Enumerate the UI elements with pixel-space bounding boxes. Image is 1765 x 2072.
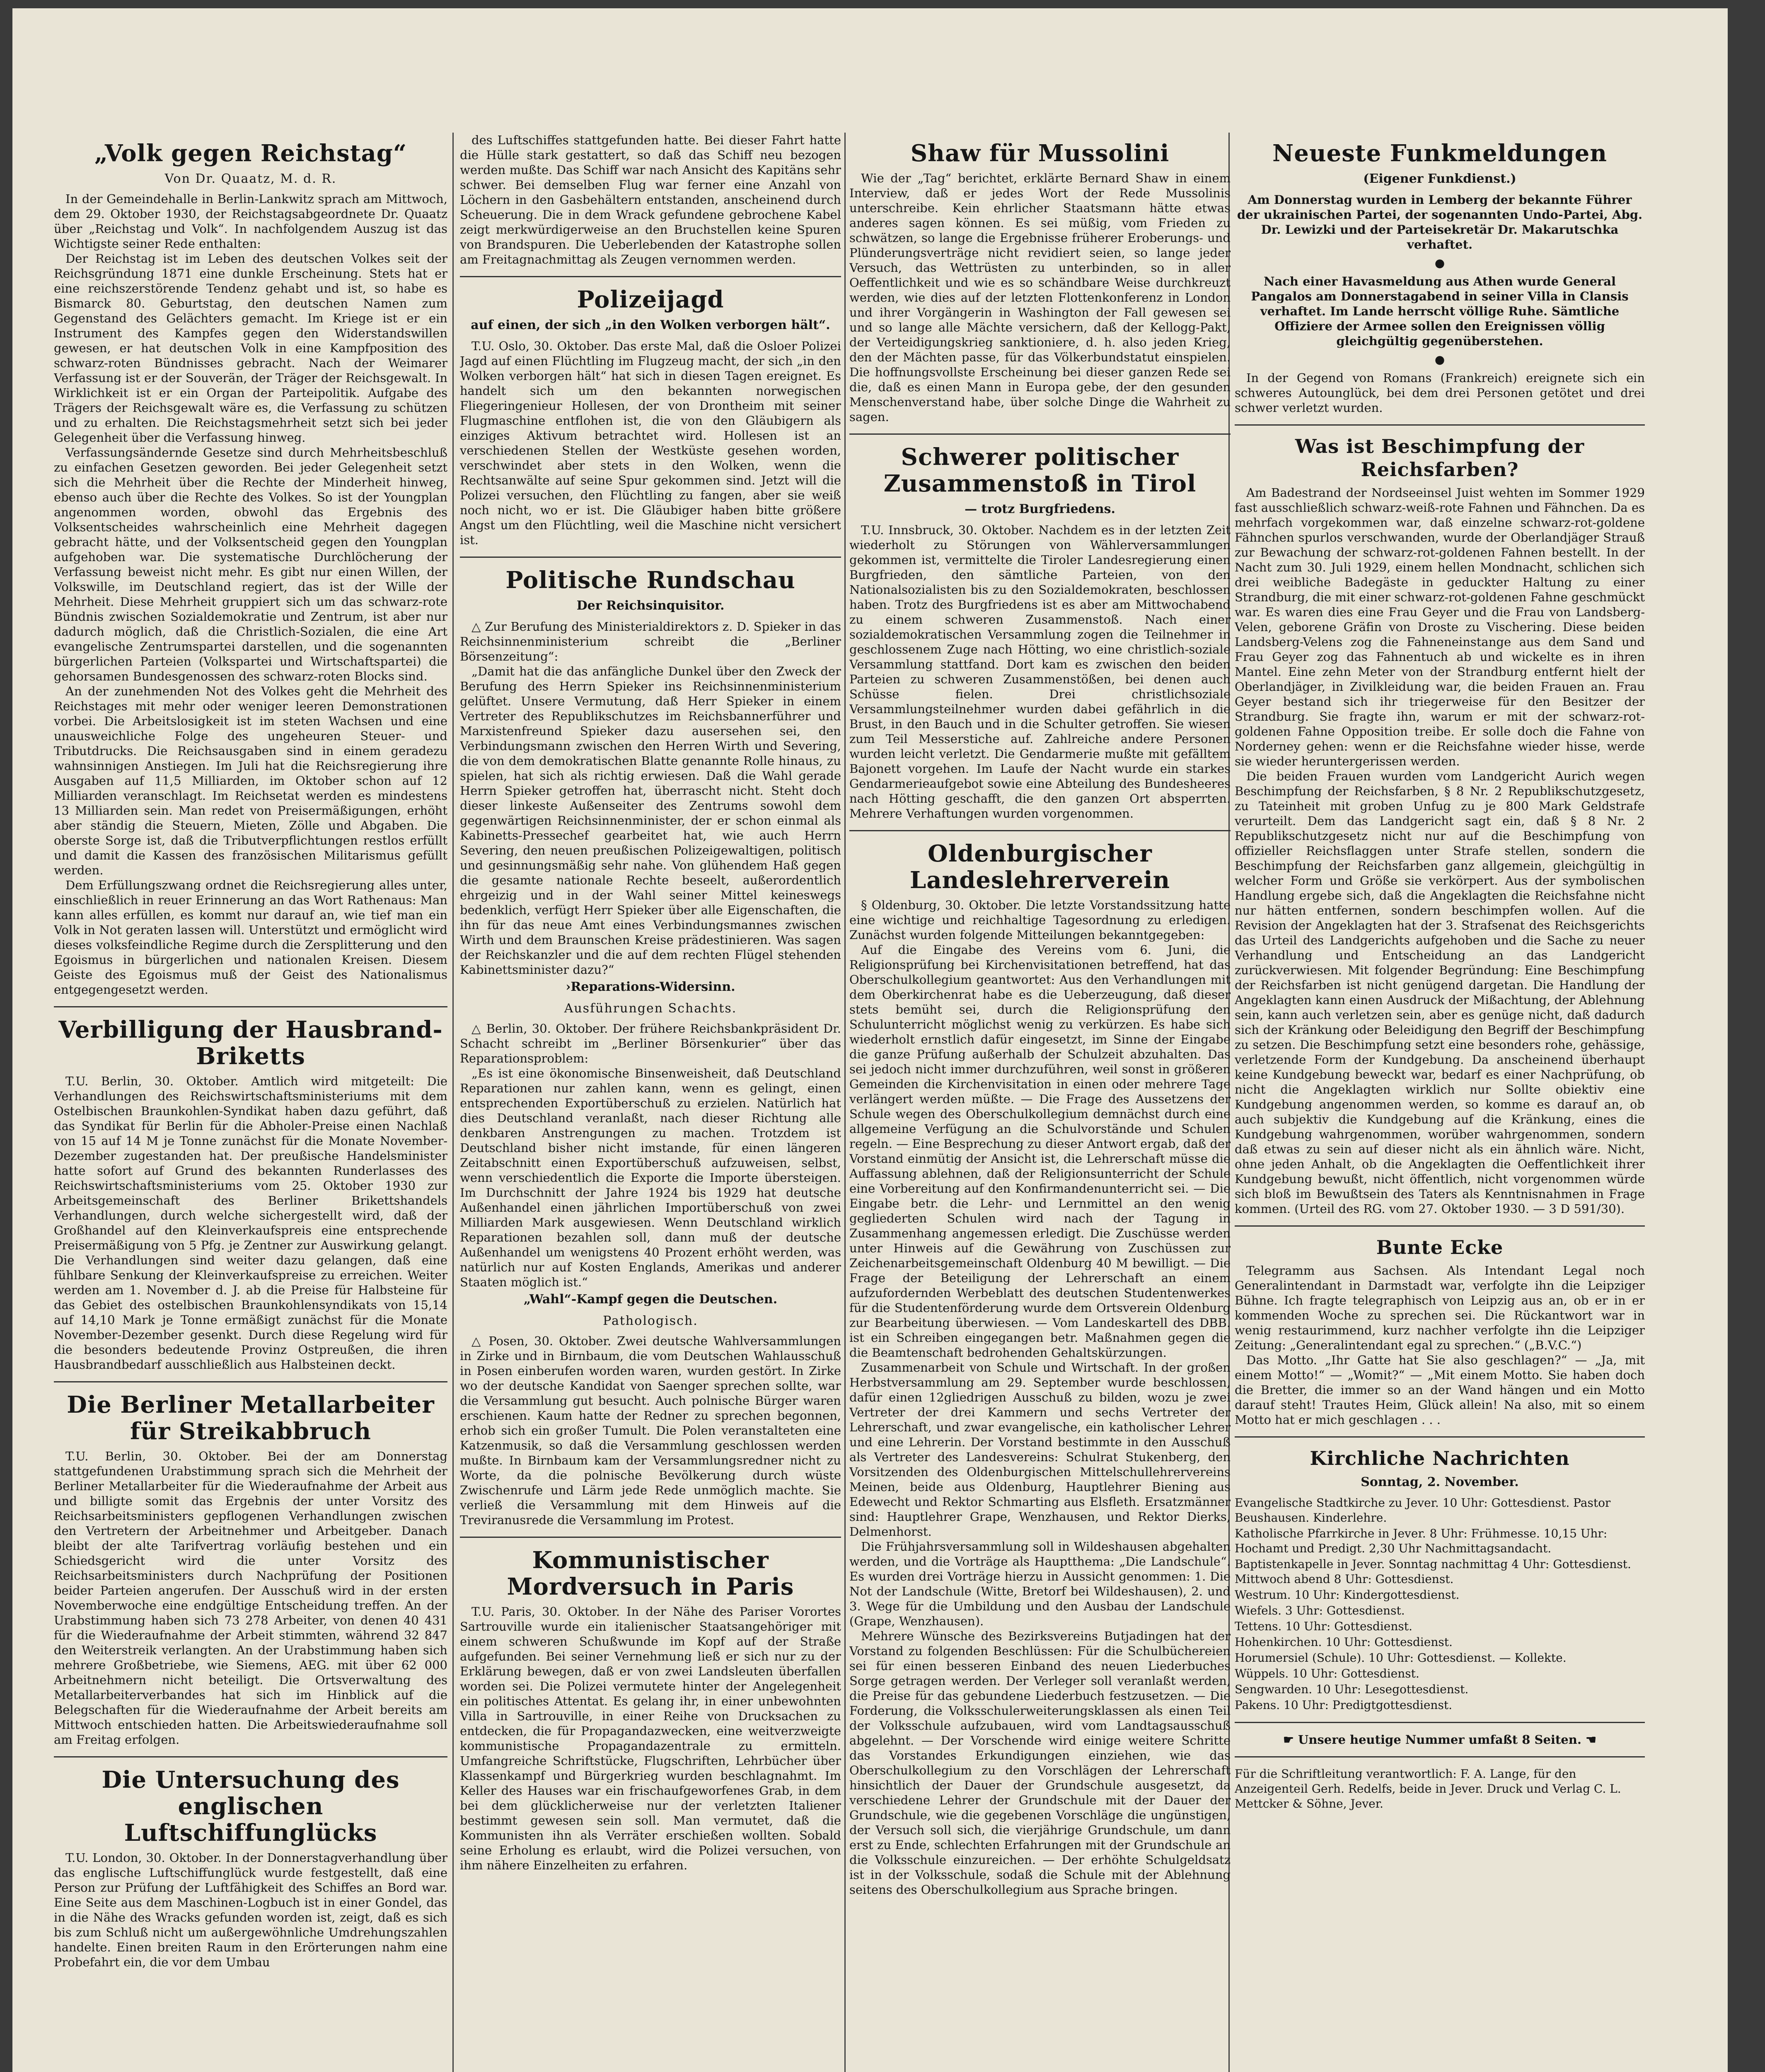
subheadline: „Wahl“-Kampf gegen die Deutschen. [523,1292,778,1307]
notice-line: Westrum. 10 Uhr: Kindergottesdienst. [1235,1588,1460,1602]
article-separator [460,557,841,558]
headline: „Volk gegen Reichstag“ [94,140,407,167]
paragraph: „Damit hat die das anfängliche Dunkel über den Zweck der Berufung des Herrn Spieker ins Reichsinnenministerium gelüftet. Unsere Vermutung, daß Herr Spieker in einem Vertreter des Republikschutzes im Reichsbannerführer und Marxistenfreund Spieker dazu ausersehen sei, den Verbindungsmann zwischen den Herren Wirth und Severing, die von dem demokratischen Blatte genannte Rolle hinaus, zu spielen, hat sich als richtig erwiesen. Daß die Wahl gerade Herrn Spieker getroffen hat, überrascht nicht. Steht doch dieser linkeste Außenseiter des Zentrums sowohl dem gegenwärtigen Reichsinnenminister, der er schon einmal als Kabinetts-Pressechef gearbeitet hat, wie auch Herrn Severing, den neuen preußischen Polizeigewaltigen, politisch und gesinnungsmäßig sehr nahe. Von glühendem Haß gegen die gesamte nationale Rechte beseelt, außerordentlich ehrgeizig und in der Wahl seiner Mittel keineswegs bedenklich, verfügt Herr Spieker über alle Eigenschaften, die ihn für das neue Amt eines Verbindungsmannes zwischen Wirth und dem Braunschen Kreise prädestinieren. Was sagen der Reichskanzler und die auf dem rechten Flügel stehenden Kabinettsminister dazu?“ [460,664,841,977]
paragraph: § Oldenburg, 30. Oktober. Die letzte Vorstandssitzung hatte eine wichtige und reichhaltige Tagesordnung zu erledigen. Zunächst wurden folgende Mitteilungen bekanntgegeben: [849,898,1231,942]
paragraph: Am Badestrand der Nordseeinsel Juist wehten im Sommer 1929 fast ausschließlich schwarz-weiß-rote Fahnen und Fähnchen. Da es mehrfach vorgekommen war, daß einzelne schwarz-rot-goldene Fähnchen spurlos verschwanden, wurde der Oberlandjäger Strauß zur Bewachung der schwarz-rot-goldenen Fahnen bestellt. In der Nacht zum 30. Juli 1929, einem hellen Mondnacht, schlichen sich drei weibliche Badegäste in geduckter Haltung zu einer Strandburg, die mit einer schwarz-rot-goldenen Fahne geschmückt war. Es waren dies eine Frau Geyer und die Frau von Landsberg-Velen, geborene Gräfin von Droste zu Vischering. Diese beiden Landsberg-Velens zog die Fahneneinstange aus dem Sand und Frau Geyer zog das Fahnentuch ab und wickelte es in ihren Mantel. Eine zehn Meter von der Strandburg entfernt hielt der Oberlandjäger, in Zivilkleidung war, die beiden Frauen an. Frau Geyer bestand sich ihr triegerweise für den Besitzer der Strandburg. Sie fragte ihn, warum er mit der schwarz-rot-goldenen Fahne Opposition treibe. Er solle doch die Fahne von Norderney gehen: wenn er die Reichsfahne wieder hisse, werde sie wieder heruntergerissen werden. [1235,486,1645,768]
article-separator [1235,1722,1645,1723]
byline: Pathologisch. [603,1314,698,1328]
headline: Bunte Ecke [1376,1236,1504,1259]
headline: Die Berliner Metallarbeiter für Streikabbruch [67,1391,435,1445]
paragraph: △ Posen, 30. Oktober. Zwei deutsche Wahlversammlungen in Zirke und in Birnbaum, die vom Deutschen Wahlausschuß in Posen einberufen worden waren, wurden gestört. In Zirke wo der deutsche Kandidat von Saenger sprechen sollte, war die Versammlung gut besucht. Auch polnische Bürger waren erschienen. Kaum hatte der Redner zu sprechen begonnen, erhob sich ein großer Tumult. Die Polen veranstalteten eine Katzenmusik, so daß die Versammlung geschlossen werden mußte. In Birnbaum kam der Versammlungsredner nicht zu Worte, da die polnische Bevölkerung durch wüste Zwischenrufe und Lärm jede Rede unmöglich machte. Sie verließ die Versammlung mit dem Hinweis auf die Treviranusrede die Versammlung im Protest. [460,1334,841,1527]
paragraph: Der Reichstag ist im Leben des deutschen Volkes seit der Reichsgründung 1871 eine dunkle Erscheinung. Stets hat er eine reichszerstörende Tendenz gehabt und ist, so habe es Bismarck 80. Geburtstag, den deutschen Namen zum Gegenstand des Gelächters gemacht. Im Kriege ist er ein Instrument des Kampfes gegen den Widerstandswillen gewesen, er hat deutschen Volk in eine Kampfposition des schwarz-roten Bündnisses gebracht. Nach der Weimarer Verfassung ist er der Souverän, der Träger der Reichsgewalt. In Wirklichkeit ist er ein Organ der Parteipolitik. Aufgabe des Trägers der Reichsgewalt wäre es, die Verfassung zu schützen und zu erhalten. Die Reichstagsmehrheit setzt sich bei jeder Gelegenheit über die Verfassung hinweg. [54,252,447,445]
paragraph: T.U. London, 30. Oktober. In der Donnerstagverhandlung über das englische Luftschiffunglück wurde festgestellt, daß eine Person zur Prüfung der Luftfähigkeit des Schiffes an Bord war. Eine Seite aus dem Maschinen-Logbuch ist in einer Gondel, das in die Nähe des Wracks gefunden worden ist, zeigt, daß es sich bis zum Schluß nicht um außergewöhnliche Umdrehungszahlen handelte. Einen breiten Raum in den Erörterungen nahm eine Probefahrt ein, die vor dem Umbau [54,1851,447,1969]
paragraph: T.U. Oslo, 30. Oktober. Das erste Mal, daß die Osloer Polizei Jagd auf einen Flüchtling im Flugzeug macht, der sich „in den Wolken verborgen hält“ hat sich in diesen Tagen ereignet. Es handelt sich um den bekannten norwegischen Fliegeringenieur Hollesen, der von Drontheim mit seiner Flugmaschine entflohen ist, die von den Gläubigern als einziges Aktivum betrachtet wird. Hollesen ist an verschiedenen Stellen der Westküste gesehen worden, verschwindet aber stets in den Wolken, wenn die Rechtsanwälte auf seine Spur gekommen sind. Jetzt will die Polizei versuchen, den Flüchtling zu fangen, aber sie weiß noch nicht, wo er ist. Die Gläubiger haben bitte größere Angst um den Flüchtling, weil die Maschine nicht versichert ist. [460,339,841,547]
paragraph: Auf die Eingabe des Vereins vom 6. Juni, die Religionsprüfung bei Kirchenvisitationen betreffend, hat das Oberschulkollegium geantwortet: Aus den Verhandlungen mit dem Oberkirchenrat habe es die Ueberzeugung, daß dieser stets bemüht sei, durch die Religionsprüfung den Schulunterricht möglichst wenig zu verkürzen. Es habe sich wiederholt ernstlich dafür eingesetzt, im Sinne der Eingabe die ganze Prüfung außerhalb der Schulzeit abzuhalten. Das sei jedoch nicht immer durchzuführen, weil sonst in größeren Gemeinden die Kirchenvisitation in einen oder mehrere Tage verlängert werden müßte. — Die Frage des Aussetzens der Schule wegen des Oberschulkollegium demnächst durch eine allgemeine Verfügung an die Schulvorstände und Schulen regeln. — Eine Besprechung zu dieser Antwort ergab, daß der Vorstand einmütig der Ansicht ist, die Lehrerschaft müsse die Auffassung ablehnen, daß der Religionsunterricht der Schule eine Vorbereitung auf den Konfirmandenunterricht sei. — Die Eingabe betr. die Lehr- und Lernmittel an den wenig gegliederten Schulen wird nach der Tagung in Zusammenhang angemessen erledigt. Die Zuschüsse werden unter Hinweis auf die Gewährung von Zuschüssen zur Zeichenarbeitsgemeinschaft Oldenburg 40 M bewilligt. — Die Frage der Beteiligung der Lehrerschaft an einem aufzufordernden Werbeblatt des deutschen Studentenwerkes für die Studentenförderung wurde dem Ortsverein Oldenburg zur Bearbeitung überwiesen. — Vom Landeskartell des DBB. ist ein Schreiben eingegangen betr. Maßnahmen gegen die die Beamtenschaft bedrohenden Gehaltskürzungen. [849,943,1231,1360]
article-separator [460,1537,841,1538]
paragraph: Dem Erfüllungszwang ordnet die Reichsregierung alles unter, einschließlich in reuer Erinnerung an das Wort Rathenaus: Man kann alles erfüllen, es kommt nur darauf an, wie tief man ein Volk in Not geraten lassen will. Unterstützt und ermöglicht wird dieses volksfeindliche Regime durch die Zersplitterung und den Egoismus in bürgerlichen und nationalen Kreisen. Diesem Geiste des Egoismus muß der Geist des Nationalismus entgegengesetzt werden. [54,878,447,997]
notice-line: Pakens. 10 Uhr: Predigtgottesdienst. [1235,1698,1452,1712]
bulletin-text: Nach einer Havasmeldung aus Athen wurde General Pangalos am Donnerstagabend in seiner Villa in Clansis verhaftet. Im Lande herrscht völlige Ruhe. Sämtliche Offiziere der Armee sollen den Ereignissen völlig gleichgültig gegenüberstehen. [1251,274,1629,348]
article-separator [460,276,841,277]
headline: Kirchliche Nachrichten [1310,1447,1570,1469]
article-separator [849,830,1231,831]
column-rule [844,133,846,2072]
headline: Shaw für Mussolini [910,140,1170,167]
subheadline: Sonntag, 2. November. [1361,1475,1519,1489]
notice-line: Baptistenkapelle in Jever. Sonntag nachmittag 4 Uhr: Gottesdienst. Mittwoch abend 8 Uhr: Gottesdienst. [1235,1557,1631,1586]
bulletin-text: ☛ Unsere heutige Nummer umfaßt 8 Seiten. ☚ [1283,1733,1597,1747]
headline: Schwerer politischer Zusammenstoß in Tirol [883,443,1197,497]
headline: Politische Rundschau [505,566,795,594]
subheadline: (Eigener Funkdienst.) [1363,172,1516,186]
column-2 [460,133,841,2072]
paragraph: Wie der „Tag“ berichtet, erklärte Bernard Shaw in einem Interview, daß er jedes Wort der Rede Mussolinis unterschreibe. Kein ehrlicher Staatsmann hätte etwas anderes sagen können. Es sei müßig, vom Frieden zu schwätzen, so lange die Ergebnisse früherer Eroberungs- und Plünderungsverträge nicht revidiert seien, so lange jeder Versuch, das Wettrüsten zu unterbinden, so in aller Oeffentlichkeit und wie es so schändbare Weise durchkreuzt werden, wie dies auf der letzten Flottenkonferenz in London und ihrer Vorgängerin in Washington der Fall gewesen sei und so lange alle Mächte versichern, daß der Kellogg-Pakt, der Verteidigungskrieg sanktioniere, d. h. also jeden Krieg, den der Mächten passe, für das Völkerbundstatut einspielen. Die hoffnungsvollste Erscheinung bei dieser ganzen Rede sei die, daß es einen Mann in Europa gebe, der den gesunden Menschenverstand habe, über solche Dinge die Wahrheit zu sagen. [849,171,1231,424]
paragraph: △ Zur Berufung des Ministerialdirektors z. D. Spieker in das Reichsinnenministerium schreibt die „Berliner Börsenzeitung“: [460,620,841,663]
paragraph: des Luftschiffes stattgefunden hatte. Bei dieser Fahrt hatte die Hülle stark gestattert, so daß das Schiff neu bezogen werden mußte. Das Schiff war nach Ansicht des Kapitäns sehr schwer. Bei demselben Flug war ferner eine Anzahl von Löchern in den Gasbehältern entstanden, anscheinend durch Scheuerung. Die in dem Wrack gefundene gebrochene Kabel zeigt merkwürdigerweise an den Bruchstellen keine Spuren von Brandspuren. Die Ueberlebenden der Katastrophe sollen am Freitagnachmittag als Zeugen vernommen werden. [460,133,841,266]
headline: Polizeijagd [577,286,724,313]
paragraph: Zusammenarbeit von Schule und Wirtschaft. In der großen Herbstversammlung am 29. September wurde beschlossen, dafür einen 12gliedrigen Ausschuß zu bilden, wozu je zwei Vertreter der drei Kammern und sechs Vertreter der Lehrerschaft, und zwar evangelische, ein katholischer Lehrer und eine Lehrerin. Der Vorstand bestimmte in den Ausschuß als Vertreter des Landesvereins: Schulrat Stukenberg, den Vorsitzenden des Oldenburgischen Mittelschullehrervereins Meinen, beide aus Oldenburg, Hauptlehrer Biening aus Edewecht und Rektor Schmarting aus Elsfleth. Ersatzmänner sind: Hauptlehrer Grape, Wenzhausen, und Rektor Dierks, Delmenhorst. [849,1360,1231,1539]
paragraph: Das Motto. „Ihr Gatte hat Sie also geschlagen?“ — „Ja, mit einem Motto!“ — „Womit?“ — „Mit einem Motto. Sie haben doch die Bretter, die immer so an der Wand hängen und ein Motto darauf steht! Trautes Heim, Glück allein! Na also, mit so einem Motto hat er mich geschlagen . . . [1235,1353,1645,1427]
headline: Was ist Beschimpfung der Reichsfarben? [1295,435,1585,481]
paragraph: „Es ist eine ökonomische Binsenweisheit, daß Deutschland Reparationen nur zahlen kann, wenn es gelingt, einen entsprechenden Exportüberschuß zu erzielen. Natürlich hat dies Deutschland veranlaßt, nach dieser Richtung alle denkbaren Anstrengungen zu machen. Trotzdem ist Deutschland bisher nicht imstande, für einen längeren Zeitabschnitt einen Exportüberschuß aufzuweisen, selbst, wenn verschiedentlich die Exporte die Importe übersteigen. Im Durchschnitt der Jahre 1924 bis 1929 hat deutsche Außenhandel einen jährlichen Importüberschuß von zwei Milliarden Mark ausgewiesen. Wenn Deutschland wirklich Reparationen bezahlen soll, dann muß der deutsche Außenhandel um wenigstens 40 Prozent erhöht werden, was natürlich nur auf Kosten Englands, Amerikas und anderer Staaten möglich ist.“ [460,1066,841,1289]
headline: Die Untersuchung des englischen Luftschiffunglücks [102,1766,400,1847]
article-separator [849,433,1231,435]
notice-line: Horumersiel (Schule). 10 Uhr: Gottesdienst. — Kollekte. [1235,1651,1567,1665]
paragraph: T.U. Berlin, 30. Oktober. Amtlich wird mitgeteilt: Die Verhandlungen des Reichswirtschaftsministeriums mit dem Ostelbischen Braunkohlen-Syndikat haben dazu geführt, daß das Syndikat für Berlin für die Abholer-Preise einen Nachlaß von 15 auf 14 M je Tonne zunächst für die Monate November-Dezember zugestanden hat. Der preußische Handelsminister hatte sofort auf Grund des bekannten Runderlasses des Reichswirtschaftsministeriums vom 25. Oktober 1930 zur Arbeitsgemeinschaft des Berliner Brikettshandels Verhandlungen, durch welche sichergestellt wird, daß der Großhandel auf den Kleinverkaufspreis eine entsprechende Preisermäßigung von 5 Pfg. je Zentner zur Auswirkung gelangt. Die Verhandlungen sind weiter dazu gelangen, daß eine fühlbare Senkung der Kleinverkaufspreise zu erreichen. Weiter werden am 1. November d. J. ab die Preise für Halbsteine für das Gebiet des ostelbischen Braunkohlensyndikats von 15,14 auf 14,10 Mark je Tonne ermäßigt zunächst für die Monate November-Dezember gesenkt. Durch diese Regelung wird für die besonders bedeutende Provinz Ostpreußen, die ihren Hausbrandbedarf ausschließlich aus Halbsteinen deckt. [54,1074,447,1372]
article-separator [54,1006,447,1007]
headline: Neueste Funkmeldungen [1272,140,1607,167]
notice-line: Katholische Pfarrkirche in Jever. 8 Uhr: Frühmesse. 10,15 Uhr: Hochamt und Predigt. 2,30 Uhr Nachmittagsandacht. [1235,1527,1608,1555]
paragraph: T.U. Berlin, 30. Oktober. Bei der am Donnerstag stattgefundenen Urabstimmung sprach sich die Mehrheit der Berliner Metallarbeiter für die Wiederaufnahme der Arbeit aus und billigte somit das Ergebnis der unter Vorsitz des Reichsarbeitsministers gepflogenen Verhandlungen zwischen den Vertretern der Arbeitnehmer und Arbeitgeber. Danach bleibt der alte Tarifvertrag vorläufig bestehen und ein Schiedsgericht wird die unter Vorsitz des Reichsarbeitsministers durch Nachprüfung der Positionen beider Parteien angerufen. Der Ausschuß wird in der ersten Novemberwoche eine endgültige Entscheidung treffen. An der Urabstimmung haben sich 73 278 Arbeiter, von denen 40 431 für die Wiederaufnahme der Arbeit stimmten, während 32 847 den Weiterstreik verlangten. An der Urabstimmung haben sich mehrere Großbetriebe, wie Siemens, AEG. mit über 62 000 Arbeitnehmern nicht beteiligt. Die Ortsverwaltung des Metallarbeiterverbandes hat sich im Hinblick auf die Belegschaften für die Wiederaufnahme der Arbeit bereits am Mittwoch entschieden hatten. Die Arbeitswiederaufnahme soll am Freitag erfolgen. [54,1449,447,1747]
article-separator [1235,1225,1645,1227]
column-4 [1235,133,1645,2072]
paragraph: T.U. Paris, 30. Oktober. In der Nähe des Pariser Vorortes Sartrouville wurde ein italienischer Staatsangehöriger mit einem schweren Schußwunde im Kopf auf der Straße aufgefunden. Bei seiner Vernehmung ließ er sich nur zu der Erklärung bewegen, daß er von zwei Landsleuten überfallen worden sei. Die Polizei vermutete hinter der Angelegenheit ein politisches Attentat. Es gelang ihr, in einer unbewohnten Villa in Sartrouville, in einer Reihe von Drucksachen zu entdecken, die für Propagandazwecken, eine weitverzweigte kommunistische Propagandazentrale zu ermitteln. Umfangreiche Schriftstücke, Flugschriften, Lehrbücher über Klassenkampf und Bürgerkrieg wurden beschlagnahmt. Im Keller des Hauses war ein frischaufgeworfenes Grab, in dem bei dem glücklicherweise nur der verletzten Italiener bestimmt gewesen sein soll. Man vermutet, daß die Kommunisten ihn als Verräter erschießen wollten. Sobald seine Erholung es erlaubt, wird die Polizei versuchen, von ihm nähere Einzelheiten zu erfahren. [460,1605,841,1872]
paragraph: Die Frühjahrsversammlung soll in Wildeshausen abgehalten werden, und die Vorträge als Hauptthema: „Die Landschule“. Es wurden drei Vorträge hierzu in Aussicht genommen: 1. Die Not der Landschule (Witte, Bretorf bei Wildeshausen), 2. und 3. Wege für die Umbildung und den Ausbau der Landschule (Grape, Wenzhausen). [849,1539,1231,1628]
notice-line: Tettens. 10 Uhr: Gottesdienst. [1235,1619,1412,1633]
byline: Ausführungen Schachts. [564,1001,737,1016]
article-separator [1235,1436,1645,1438]
paragraph: In der Gemeindehalle in Berlin-Lankwitz sprach am Mittwoch, dem 29. Oktober 1930, der Reichstagsabgeordnete Dr. Quaatz über „Reichstag und Volk“. In nachfolgendem Auszug ist das Wichtigste seiner Rede enthalten: [54,192,447,251]
notice-line: Hohenkirchen. 10 Uhr: Gottesdienst. [1235,1635,1453,1649]
article-separator [54,1381,447,1382]
notice-line: Für die Schriftleitung verantwortlich: F. A. Lange, für den Anzeigenteil Gerh. Redelfs, beide in Jever. Druck und Verlag C. L. Mettcker & Söhne, Jever. [1235,1767,1621,1811]
paragraph: Telegramm aus Sachsen. Als Intendant Legal noch Generalintendant in Darmstadt war, verfolgte ihn die Leipziger Bühne. Ich fragte telegraphisch von Leipzig aus an, ob er in er kommenden Woche zu sprechen sei. Die Rückantwort war in wenig restaurimmend, kurz nachher verfolgte ihn die Leipziger Zeitung: „Generalintendant egal zu sprechen.“ („B.V.C.“) [1235,1264,1645,1352]
bulletin-text: Am Donnerstag wurden in Lemberg der bekannte Führer der ukrainischen Partei, der sogenannten Undo-Partei, Abg. Dr. Lewizki und der Parteisekretär Dr. Makarutschka verhaftet. [1237,193,1643,252]
headline: Kommunistischer Mordversuch in Paris [507,1547,794,1600]
column-rule [452,133,454,2072]
notice-line: Wüppels. 10 Uhr: Gottesdienst. [1235,1667,1419,1680]
notice-line: Sengwarden. 10 Uhr: Lesegottesdienst. [1235,1682,1469,1696]
paragraph: An der zunehmenden Not des Volkes geht die Mehrheit des Reichstages mit mehr oder weniger leeren Demonstrationen vorbei. Die Arbeitslosigkeit ist im steten Wachsen und eine unausweichliche Folge des ungeheuren Steuer- und Tributdrucks. Die Reichsausgaben sind in einem geradezu wahnsinnigen Anstiegen. Im Juli hat die Reichsregierung ihre Ausgaben auf 11,5 Milliarden, im Oktober schon auf 12 Milliarden veranschlagt. Im Reichsetat werden es mindestens 13 Milliarden sein. Man redet von Preisermäßigungen, erhöht aber ständig die Steuern, Mieten, Zölle und Abgaben. Die oberste Sorge ist, daß die Tributverpflichtungen restlos erfüllt und damit die Kassen des französischen Militarismus gefüllt werden. [54,684,447,877]
subheadline: — trotz Burgfriedens. [965,502,1115,516]
paragraph: Die beiden Frauen wurden vom Landgericht Aurich wegen Beschimpfung der Reichsfarben, § 8 Nr. 2 Republikschutzgesetz, zu Tateinheit mit groben Unfug zu je 800 Mark Geldstrafe verurteilt. Dem das Landgericht sagt ein, daß § 8 Nr. 2 Republikschutzgesetz nicht nur auf die Beschimpfung von offizieller Reichsflaggen unter Strafe stellen, sondern die Beschimpfung der Reichsfarben ganz allgemein, gleichgültig in welcher Form und Größe sie verkörpert. Aus der symbolischen Handlung ergebe sich, daß die Angeklagten die Reichsfahne nicht nur hätten entfernen, sondern beschimpfen wollen. Auf die Revision der Angeklagten hat der 3. Strafsenat des Reichsgerichts das Urteil des Landgerichts aufgehoben und die Sache zu neuer Verhandlung und Entscheidung an das Landgericht zurückverwiesen. Mit folgender Begründung: Eine Beschimpfung der Reichsfarben ist nicht genügend dargetan. Die Handlung der Angeklagten kann einen Ausdruck der Mißachtung, der Ablehnung sein, kann auch verletzen sein, aber es genüge nicht, daß dadurch sich der Kränkung oder Beleidigung den Begriff der Beschimpfung zu setzen. Die Beschimpfung setzt eine besonders rohe, gehässige, verletzende Form der Kundgebung. Da anscheinend überhaupt keine Kundgebung beweckt war, bedarf es einer Nachprüfung, ob nicht die Angeklagten wirklich nur Sollte obiektiv eine Kundgebung angenommen werden, so komme es darauf an, ob auch subjektiv die Kundgebung auf die Kränkung, eines die Kundgebung wahrgenommen, worüber wahrgenommen, sondern daß etwas zu sein auf dieser nicht als ein ähnlich wäre. Nicht, ohne jeden Anhalt, ob die Angeklagten die Oeffentlichkeit ihrer Kundgebung bewußt, nicht öffentlich, nicht vorgenommen würde sich bloß im Bewußtsein des Taters als Kenntnisnahmen in Frage kommen. (Urteil des RG. vom 27. Oktober 1930. — 3 D 591/30). [1235,769,1645,1216]
bullet-separator: ● [1434,353,1445,366]
article-separator [54,1756,447,1757]
byline: Von Dr. Quaatz, M. d. R. [164,172,337,186]
paragraph: △ Berlin, 30. Oktober. Der frühere Reichsbankpräsident Dr. Schacht schreibt im „Berliner Börsenkurier“ über das Reparationsproblem: [460,1021,841,1065]
subheadline: Der Reichsinquisitor. [576,598,725,613]
column-3 [849,133,1231,2072]
newspaper-page [12,8,1728,2072]
headline: Verbilligung der Hausbrand-Briketts [58,1016,443,1070]
subheadline: auf einen, der sich „in den Wolken verborgen hält“. [471,318,830,332]
article-separator [1235,424,1645,426]
paragraph: Mehrere Wünsche des Bezirksvereins Butjadingen hat der Vorstand zu folgenden Beschlüssen: Für die Schulbüchereien sei für einen besseren Einband des neuen Liederbuches Sorge getragen werden. Der Verleger soll veranlaßt werden, die Preise für das gebundene Liederbuch festzusetzen. — Die Forderung, die Volksschulerweiterungsklassen als einen Teil der Volksschule aufzubauen, wird vom Landtagsausschuß abgelehnt. — Der Vorschende wird einige weitere Schritte das Vorstandes Erkundigungen einziehen, wie das Oberschulkollegium zu den Vorschlägen der Lehrerschaft hinsichtlich der Dauer der Grundschule ausgesetzt, da verschiedene Lehrer der Grundschule mit der Dauer der Grundschule, wie die gegebenen Vorschläge die ungünstigen, der Versuch soll sich, die vierjährige Grundschule, um dann erst zu Ende, schlechten Erfahrungen mit der Grundschule an die Volksschule einzureichen. — Der erhöhte Schulgeldsatz ist in der Volksschule, sodaß die Schule mit der Ablehnung seitens des Oberschulkollegium aus Sprache bringen. [849,1629,1231,1897]
headline: Oldenburgischer Landeslehrerverein [909,840,1170,894]
article-separator [1235,1756,1645,1757]
paragraph: In der Gegend von Romans (Frankreich) ereignete sich ein schweres Autounglück, bei dem drei Personen getötet und drei schwer verletzt wurden. [1235,371,1645,415]
notice-line: Evangelische Stadtkirche zu Jever. 10 Uhr: Gottesdienst. Pastor Beushausen. Kinderlehre. [1235,1496,1611,1525]
bullet-separator: ● [1434,256,1445,270]
notice-line: Wiefels. 3 Uhr: Gottesdienst. [1235,1604,1405,1617]
subheadline: ›Reparations-Widersinn. [566,980,735,994]
paragraph: T.U. Innsbruck, 30. Oktober. Nachdem es in der letzten Zeit wiederholt zu Störungen von Wählerversammlungen gekommen ist, vermittelte die Tiroler Landesregierung einen Burgfrieden, den sämtliche Parteien, von den Nationalsozialisten bis zu den Sozialdemokraten, beschlossen haben. Trotz des Burgfriedens ist es aber am Mittwochabend zu einem schweren Zusammenstoß. Nach einer sozialdemokratischen Versammlung zogen die Teilnehmer in geschlossenem Zuge nach Hötting, wo eine christlich-soziale Versammlung stattfand. Dort kam es zwischen den beiden Parteien zu schweren Zusammenstößen, bei denen auch Schüsse fielen. Drei christlichsoziale Versammlungsteilnehmer wurden dabei gefährlich in die Brust, in den Bauch und in die Schulter getroffen. Sie wiesen zum Teil Messerstiche auf. Zahlreiche andere Personen wurden leicht verletzt. Die Gendarmerie mußte mit gefälltem Bajonett vorgehen. Im Laufe der Nacht wurde ein starkes Gendarmerieaufgebot sowie eine Abteilung des Bundesheeres nach Hötting geschafft, die den ganzen Ort absperrten. Mehrere Verhaftungen wurden vorgenommen. [849,523,1231,821]
column-1 [54,133,447,2072]
paragraph: Verfassungsändernde Gesetze sind durch Mehrheitsbeschluß zu einfachen Gesetzen geworden. Bei jeder Gelegenheit setzt sich die Mehrheit über die Rechte der Minderheit hinweg, ebenso auch über die Rechte des Volkes. So ist der Youngplan angenommen worden, obwohl das Ergebnis des Volksentscheides wahrscheinlich eine Mehrheit dagegen gebracht hätte, und der Volksentscheid gegen den Youngplan aufgehoben war. Die systematische Durchlöcherung der Verfassung beweist nicht mehr. Es gibt nur einen Willen, der Volkswille, im Deutschland regiert, das ist der Wille der Mehrheit. Diese Mehrheit gruppiert sich um das schwarz-rote Bündnis zwischen Sozialdemokratie und Zentrum, ist aber nur dadurch möglich, daß die Christlich-Sozialen, die eine Art evangelische Zentrumspartei darstellen, und die sogenannten bürgerlichen Parteien (Volkspartei und Wirtschaftspartei) die gehorsamen Bundesgenossen des schwarz-roten Blocks sind. [54,445,447,683]
